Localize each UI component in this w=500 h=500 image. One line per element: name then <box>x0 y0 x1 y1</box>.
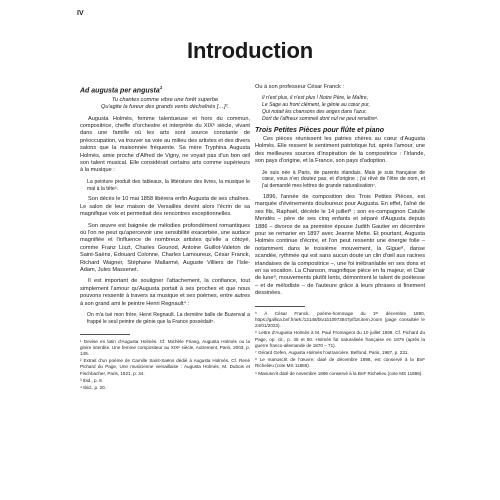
section-heading-trois-petites-pieces: Trois Petites Pièces pour flûte et piano <box>255 126 385 134</box>
footnote: ² Extrait d'un poème de Camille Saint-Saëns dédié à Augusta Holmès. Cf. René Pichard du Page, Une musicienne versaillaise : Augusta Holmès, M. Dubois et Fischbacher, Paris, 1921, p. 34. <box>80 358 250 376</box>
footnote: ⁸ Le manuscrit de l'œuvre, daté de décembre 1896, est conservé à la BnF Richelieu (cote MS 11886). <box>255 357 425 369</box>
footnote: ⁵ À César Franck, poème-hommage du 1ᵉʳ décembre 1890, https://gallica.bnf.fr/ark:/12148/btv1b10973847p/f18.item.zoom (page consultée le 24/01/2023). <box>255 310 425 329</box>
footnote: ⁶ Lettre d'Augusta Holmès à M. Paul Fromageot du 10 juillet 1899. Cf. Pichard du Page, op. cit., p. 35 et 50. Holmès fut naturalisée française en 1879 (après la guerre franco-allemande de 1870 – 71). <box>255 330 425 348</box>
footnote: ⁹ Manuscrit daté de novembre 1896 conservé à la BnF Richelieu (cote MS 11886). <box>255 370 423 376</box>
poem-quote: Il n'est plus, il n'est plus ! Notre Père, le Maître, Le Sage au front clément, le génie au cœur pur, Qui notait les chansons des anges dans l'azur, Dort de l'affreux sommeil dont nul ne peut renaître⁶. <box>262 95 379 122</box>
paragraph: Augusta Holmès, femme talentueuse et hors du commun, compositrice, cheffe d'orchestre et interprète du XIXᵉ siècle, vivant dans une famille où les arts sont source constante de préoccupation, va trouver sa voie au milieu des artistes et des divers salons que la maisonnée fréquente. Sa mère Tryphina Augusta Holmès, amie proche d'Alfred de Vigny, ne voyait pas d'un bon œil son talent musical. Elle considérait certains arts comme supérieurs à la musique : <box>80 115 250 174</box>
section-heading-ad-augusta: Ad augusta per angusta$^1$ <box>80 85 163 95</box>
footnote: ⁷ Gérard Gefen, Augusta Holmès l'outrancière, Belfond, Paris, 1987, p. 231. <box>255 349 409 355</box>
left-column <box>80 84 250 392</box>
right-column <box>255 84 425 378</box>
paragraph: Son décès le 10 mai 1858 libérera enfin Augusta de ses chaînes. Le salon de leur maison de Versailles devint alors l'écrin de sa magnifique voix et permettait des rencontres exceptionnelles. <box>80 196 250 218</box>
paragraph: Son œuvre est baignée de mélodies profondément romantiques où l'on ne peut qu'apercevoir une sensibilité exacerbée, une audace magnifiée et l'influence de nombreux artistes qu'elle a côtoyé, comme Franz Liszt, Charles Gounod, Antoine Guillot-Valeton de Saint-Saëns, Édouard Colonne, Charles Lamoureux, César Franck, Richard Wagner, Stéphane Mallarmé, Auguste Villiers de l'Isle-Adam, Jules Massenet. <box>80 222 250 274</box>
footnote: ⁴ Ibid., p. 20. <box>80 385 106 391</box>
footnote-divider <box>80 334 130 335</box>
block-quote: On m'a tué mon frère, Henri Regnault. La dernière balle de Buzenval a frappé le seul peintre de génie que la France possédait⁵. <box>87 312 250 325</box>
page-folio: IV <box>77 10 84 17</box>
paragraph: Ou à son professeur César Franck : <box>255 84 344 90</box>
footnote: ¹ Devise en latin d'Augusta Holmès. Cf. Michèle Friang, Augusta Holmès ou la gloire interdite. Une femme compositeur au XIXᵉ siècle, Autrement, Paris, 2003, p. 148. <box>80 338 250 357</box>
block-quote: La peinture produit des tableaux, la littérature des livres, la musique le mal à la tête³. <box>87 178 250 192</box>
paragraph: Il est important de souligner l'attachement, la confiance, tout simplement l'amour qu'Augusta portait à ses proches et que nous pouvons ressentir à travers sa musique et ses poèmes, entre autres à son grand ami le peintre Henri Regnault⁴ : <box>80 278 250 307</box>
epigraph: Tu chantes comme vibre une forêt superbe Qu'agite la fureur des grands vents déchaînés […]². <box>101 96 229 111</box>
footnote-divider <box>255 306 305 307</box>
paragraph: Ces pièces réunissent les patries chères au cœur d'Augusta Holmès. Elle ressent le sentiment patriotique fut, après l'amour, une des meilleures sources d'inspiration de la compositrice : l'Irlande, son pays d'origine, et la France, son pays d'adoption. <box>255 136 425 165</box>
footnote: ³ Ibid., p. 8. <box>80 377 103 383</box>
paragraph: 1896, l'année de composition des Trois Petites Pièces, est marquée d'événements douloureux pour Augusta. En effet, l'aîné de ses fils, Raphaël, décède le 14 juillet⁸ ; son ex-compagnon Catulle Mendès – père de ses cinq enfants et séparé d'Augusta depuis 1886 – divorce de sa première épouse Judith Gautier en décembre pour se remarier en 1897 avec Jeanne Mette. Et pourtant, Augusta Holmès continue d'écrire, et l'on peut ressentir une énergie folle – notamment dans le troisième mouvement, la Gigue⁸, danse scandée, rythmée qui est sans aucun doute un clin d'œil aux racines irlandaises de la compositrice –, une foi inébranlable en ses dons et en sa vocation. La Chanson, magnifique pièce en fa majeur, et Clair de lune⁹, mouvements plutôt lents, démontrent le talent de poétesse – et de mélodiste – de l'auteure grâce à leurs phrases si finement dessinées. <box>255 194 425 297</box>
page-title: Introduction <box>187 38 313 63</box>
block-quote: Je suis née à Paris, de parents irlandais. Mais je suis française de cœur, vous n'en doutez pas, et d'origine ; j'ai rêvé de l'être de nom, et j'ai demandé mes lettres de grande naturalisation⁷. <box>262 169 425 190</box>
